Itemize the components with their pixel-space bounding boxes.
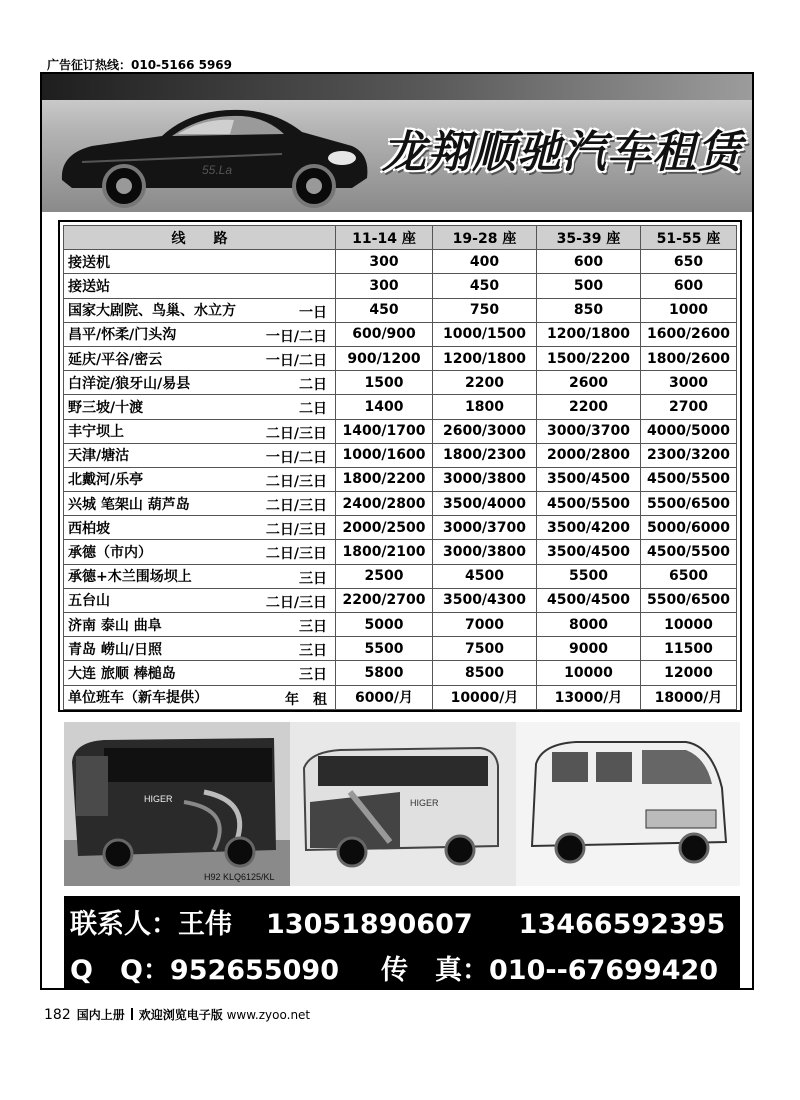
route-duration: 一日/二日: [265, 328, 327, 345]
sports-car-image: [52, 88, 372, 208]
table-row: [64, 467, 737, 491]
page-number: 182: [44, 1007, 71, 1023]
price-cell: 1800/2200: [336, 467, 433, 491]
route-cell: [64, 371, 336, 395]
price-cell: 2500: [336, 564, 433, 588]
minivan-photo: [516, 722, 740, 886]
route-cell: [64, 274, 336, 298]
route-name: 承德（市内）: [68, 545, 152, 562]
route-cell: [64, 346, 336, 370]
price-cell: 500: [537, 274, 641, 298]
header-seats-35-39: 35-39 座: [537, 226, 641, 250]
price-cell: 12000: [641, 661, 737, 685]
price-cell: 2400/2800: [336, 492, 433, 516]
price-cell: 3000/3700: [537, 419, 641, 443]
bus-brand-text: HIGER: [144, 794, 173, 804]
route-cell: [64, 250, 336, 274]
table-row: [64, 371, 737, 395]
price-cell: 11500: [641, 637, 737, 661]
route-cell: [64, 685, 336, 709]
price-cell: 4500/5500: [641, 540, 737, 564]
route-name: 五台山: [68, 593, 110, 610]
price-cell: 10000: [641, 613, 737, 637]
price-cell: 450: [433, 274, 537, 298]
route-name: 大连 旅顺 棒槌岛: [68, 665, 176, 682]
price-cell: 4500: [433, 564, 537, 588]
price-cell: 1000/1600: [336, 443, 433, 467]
bus-model-text: H92 KLQ6125/KL: [204, 872, 275, 882]
price-cell: 1500/2200: [537, 346, 641, 370]
fax-number: 010--67699420: [489, 955, 719, 986]
price-cell: 900/1200: [336, 346, 433, 370]
price-cell: 650: [641, 250, 737, 274]
contact-name: 王伟: [178, 909, 232, 940]
price-cell: 3500/4300: [433, 588, 537, 612]
price-cell: 5800: [336, 661, 433, 685]
price-cell: 2700: [641, 395, 737, 419]
header-route: 线 路: [64, 226, 336, 250]
fax-label: 传 真：: [381, 955, 489, 986]
banner: [42, 74, 752, 212]
price-cell: 4500/4500: [537, 588, 641, 612]
contact-line-1: [70, 902, 725, 941]
price-cell: 850: [537, 298, 641, 322]
price-cell: 3500/4000: [433, 492, 537, 516]
table-row: [64, 322, 737, 346]
price-cell: 9000: [537, 637, 641, 661]
table-row: [64, 250, 737, 274]
price-cell: 7000: [433, 613, 537, 637]
price-cell: 1200/1800: [537, 322, 641, 346]
route-name: 济南 泰山 曲阜: [68, 617, 162, 634]
price-cell: 3500/4500: [537, 467, 641, 491]
bus-brand-text-2: HIGER: [410, 798, 439, 808]
route-name: 天津/塘沽: [68, 448, 130, 465]
route-name: 接送机: [68, 254, 110, 271]
contact-label: 联系人：: [70, 909, 178, 940]
footer-slogan: 欢迎浏览电子版: [138, 1008, 223, 1022]
price-cell: 2600/3000: [433, 419, 537, 443]
price-cell: 13000/月: [537, 685, 641, 709]
ad-hotline: 广告征订热线：010-5166 5969: [47, 58, 233, 72]
table-row: [64, 613, 737, 637]
price-cell: 600: [537, 250, 641, 274]
header-seats-51-55: 51-55 座: [641, 226, 737, 250]
route-name: 白洋淀/狼牙山/易县: [68, 375, 191, 392]
price-cell: 1000: [641, 298, 737, 322]
price-table: [63, 225, 737, 710]
route-duration: 二日/三日: [265, 425, 327, 442]
route-cell: [64, 443, 336, 467]
route-name: 昌平/怀柔/门头沟: [68, 327, 177, 344]
price-table-wrapper: [58, 220, 742, 712]
qq-number: 952655090: [169, 955, 339, 986]
route-duration: 三日: [299, 619, 327, 635]
route-duration: 二日/三日: [265, 473, 327, 490]
price-cell: 4500/5500: [641, 467, 737, 491]
table-row: [64, 395, 737, 419]
route-duration: 一日/二日: [265, 449, 327, 466]
route-cell: [64, 419, 336, 443]
price-cell: 1800/2600: [641, 346, 737, 370]
route-cell: [64, 516, 336, 540]
price-cell: 2600: [537, 371, 641, 395]
price-cell: 300: [336, 274, 433, 298]
price-cell: 2200/2700: [336, 588, 433, 612]
table-row: [64, 661, 737, 685]
price-cell: 600: [641, 274, 737, 298]
price-cell: 1500: [336, 371, 433, 395]
footer-separator: [131, 1008, 133, 1020]
route-duration: 一日/二日: [265, 352, 327, 369]
route-duration: 二日/三日: [265, 594, 327, 611]
price-cell: 4000/5000: [641, 419, 737, 443]
price-cell: 2300/3200: [641, 443, 737, 467]
price-cell: 18000/月: [641, 685, 737, 709]
route-name: 北戴河/乐亭: [68, 472, 144, 489]
price-cell: 1400/1700: [336, 419, 433, 443]
route-name: 丰宁坝上: [68, 424, 124, 441]
route-duration: 三日: [299, 643, 327, 660]
table-row: [64, 443, 737, 467]
qq-label: Q Q：: [70, 955, 170, 986]
contact-box: [64, 896, 740, 988]
price-cell: 3000/3700: [433, 516, 537, 540]
price-cell: 1400: [336, 395, 433, 419]
route-cell: [64, 395, 336, 419]
vehicle-photos: [64, 722, 740, 886]
price-cell: 2000/2500: [336, 516, 433, 540]
price-cell: 3000: [641, 371, 737, 395]
route-name: 接送站: [68, 278, 110, 295]
coach-bus-photo-1: [64, 722, 290, 886]
price-cell: 1800: [433, 395, 537, 419]
header-seats-19-28: 19-28 座: [433, 226, 537, 250]
price-cell: 8000: [537, 613, 641, 637]
route-name: 野三坡/十渡: [68, 399, 144, 416]
route-cell: [64, 492, 336, 516]
price-cell: 1200/1800: [433, 346, 537, 370]
coach-bus-photo-2: [290, 722, 516, 886]
route-name: 国家大剧院、鸟巢、水立方: [68, 303, 236, 320]
price-cell: 1800/2100: [336, 540, 433, 564]
price-cell: 5500: [537, 564, 641, 588]
route-duration: 二日: [299, 377, 327, 394]
table-row: [64, 346, 737, 370]
price-cell: 6000/月: [336, 685, 433, 709]
page-footer: [44, 1006, 310, 1023]
table-row: [64, 298, 737, 322]
route-name: 单位班车（新车提供）: [68, 690, 208, 707]
route-duration: 三日: [299, 667, 327, 684]
route-cell: [64, 613, 336, 637]
price-cell: 7500: [433, 637, 537, 661]
route-cell: [64, 637, 336, 661]
route-name: 承德+木兰围场坝上: [68, 569, 192, 586]
contact-phone-1: 13051890607: [266, 909, 473, 940]
price-cell: 2000/2800: [537, 443, 641, 467]
footer-url[interactable]: www.zyoo.net: [226, 1008, 311, 1022]
route-cell: [64, 298, 336, 322]
table-header-row: [64, 226, 737, 250]
route-duration: 二日/三日: [265, 546, 327, 563]
table-row: [64, 685, 737, 709]
route-duration: 三日: [299, 570, 327, 587]
route-duration: 一日: [299, 304, 327, 321]
route-name: 延庆/平谷/密云: [68, 351, 163, 368]
price-cell: 600/900: [336, 322, 433, 346]
price-cell: 1800/2300: [433, 443, 537, 467]
volume-label: 国内上册: [76, 1008, 125, 1022]
price-cell: 450: [336, 298, 433, 322]
ad-frame: [40, 72, 754, 990]
route-cell: [64, 564, 336, 588]
price-cell: 10000/月: [433, 685, 537, 709]
price-cell: 3500/4500: [537, 540, 641, 564]
price-cell: 5000/6000: [641, 516, 737, 540]
header-seats-11-14: 11-14 座: [336, 226, 433, 250]
price-cell: 5000: [336, 613, 433, 637]
route-cell: [64, 661, 336, 685]
table-row: [64, 274, 737, 298]
contact-line-2: [70, 948, 718, 987]
route-cell: [64, 588, 336, 612]
price-cell: 8500: [433, 661, 537, 685]
table-row: [64, 637, 737, 661]
price-cell: 750: [433, 298, 537, 322]
price-cell: 3000/3800: [433, 540, 537, 564]
table-row: [64, 564, 737, 588]
price-cell: 300: [336, 250, 433, 274]
table-row: [64, 540, 737, 564]
route-cell: [64, 540, 336, 564]
price-cell: 400: [433, 250, 537, 274]
route-cell: [64, 467, 336, 491]
table-row: [64, 516, 737, 540]
route-duration: 二日: [299, 401, 327, 418]
price-cell: 5500: [336, 637, 433, 661]
company-title: 龙翔顺驰汽车租赁: [382, 127, 742, 178]
price-cell: 3000/3800: [433, 467, 537, 491]
price-cell: 10000: [537, 661, 641, 685]
route-name: 西柏坡: [68, 520, 110, 537]
price-cell: 5500/6500: [641, 588, 737, 612]
route-name: 青岛 崂山/日照: [68, 641, 162, 658]
table-row: [64, 492, 737, 516]
route-name: 兴城 笔架山 葫芦岛: [68, 496, 190, 513]
table-row: [64, 588, 737, 612]
price-table-body: [64, 250, 737, 710]
price-cell: 2200: [433, 371, 537, 395]
price-cell: 3500/4200: [537, 516, 641, 540]
route-duration: 二日/三日: [265, 522, 327, 539]
car-plate-text: 55.La: [202, 163, 233, 177]
price-cell: 6500: [641, 564, 737, 588]
table-row: [64, 419, 737, 443]
price-cell: 2200: [537, 395, 641, 419]
route-duration: 年 租: [285, 691, 327, 708]
route-duration: 二日/三日: [265, 498, 327, 515]
price-cell: 4500/5500: [537, 492, 641, 516]
price-cell: 1600/2600: [641, 322, 737, 346]
price-cell: 5500/6500: [641, 492, 737, 516]
contact-phone-2: 13466592395: [518, 909, 726, 940]
route-cell: [64, 322, 336, 346]
price-cell: 1000/1500: [433, 322, 537, 346]
